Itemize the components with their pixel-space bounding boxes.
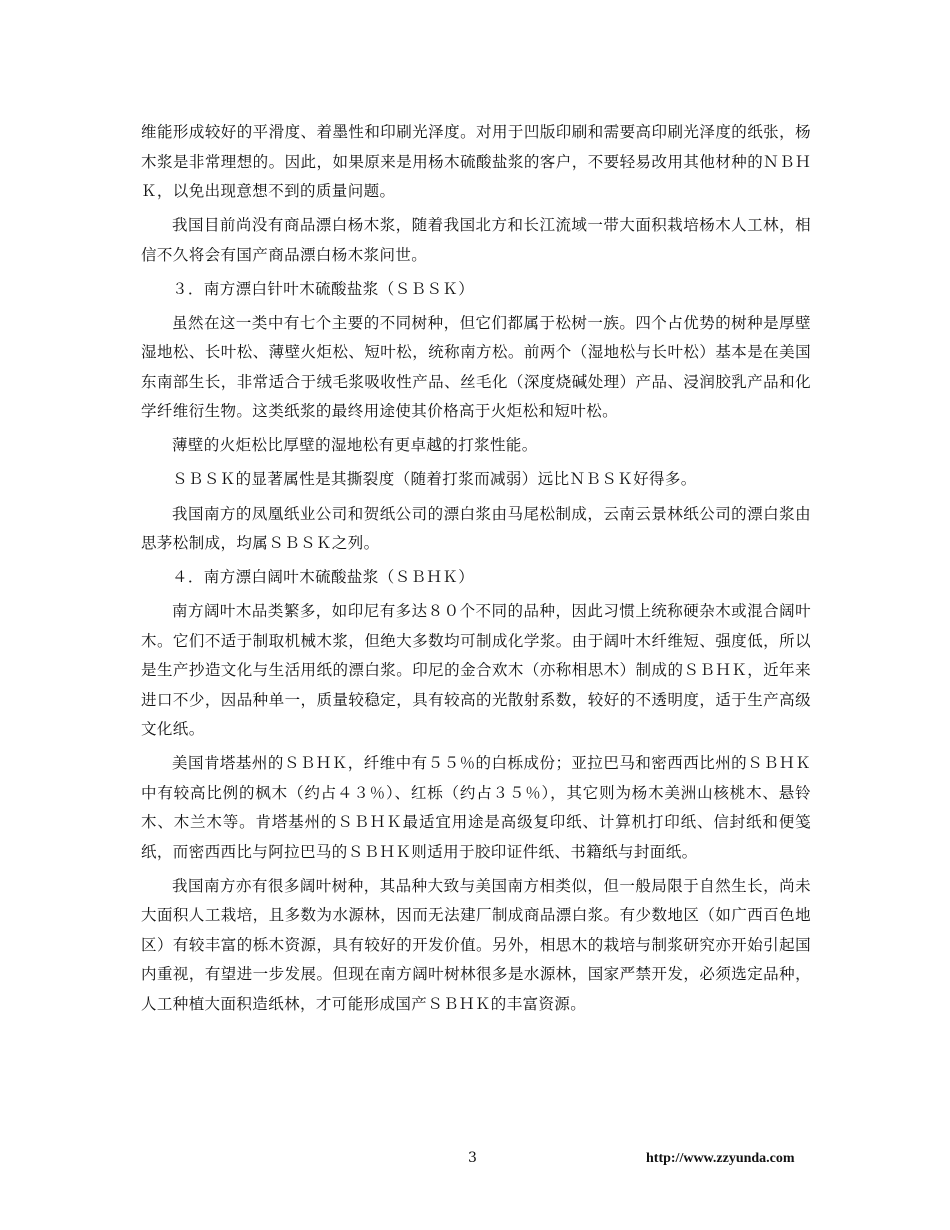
document-body (141, 118, 811, 1019)
section-heading-sbsk: ３．南方漂白针叶木硫酸盐浆（ＳＢＳＫ） (172, 279, 475, 298)
paragraph-sbsk-tear-strength: ＳＢＳＫ的显著属性是其撕裂度（随着打浆而减弱）远比ＮＢＳＫ好得多。 (172, 470, 697, 489)
paragraph-continuation: 维能形成较好的平滑度、着墨性和印刷光泽度。对用于凹版印刷和需要高印刷光泽度的纸张，杨木浆是非常理想的。因此，如果原来是用杨木硫酸盐浆的客户，不要轻易改用其他材种的ＮＢＨＫ，以免出现意想不到的质量问题。 (141, 123, 811, 200)
paragraph-us-sbhk: 美国肯塔基州的ＳＢＨＫ，纤维中有５５％的白栎成份；亚拉巴马和密西西比州的ＳＢＨＫ中有较高比例的枫木（约占４３％）、红栎（约占３５％），其它则为杨木美洲山核桃木、悬铃木、木兰木等。肯塔基州的ＳＢＨＫ最适宜用途是高级复印纸、计算机打印纸、信封纸和便笺纸，而密西西比与阿拉巴马的ＳＢＨＫ则适用于胶印证件纸、书籍纸与封面纸。 (141, 754, 811, 861)
paragraph-loblolly-beating: 薄壁的火炬松比厚壁的湿地松有更卓越的打浆性能。 (172, 436, 538, 455)
paragraph-southern-pine-species: 虽然在这一类中有七个主要的不同树种，但它们都属于松树一族。四个占优势的树种是厚壁湿地松、长叶松、薄壁火炬松、短叶松，统称南方松。前两个（湿地松与长叶松）基本是在美国东南部生长，非常适合于绒毛浆吸收性产品、丝毛化（深度烧碱处理）产品、浸润胶乳产品和化学纤维衍生物。这类纸浆的最终用途使其价格高于火炬松和短叶松。 (141, 313, 811, 421)
footer-url-link[interactable]: http://www.zzyunda.com (646, 1151, 795, 1166)
page-number: 3 (468, 1150, 477, 1166)
section-heading-sbhk: ４．南方漂白阔叶木硫酸盐浆（ＳＢＨＫ） (172, 568, 475, 587)
paragraph-domestic-hardwood: 我国南方亦有很多阔叶树种，其品种大致与美国南方相类似，但一般局限于自然生长，尚未大面积人工栽培，且多数为水源林，因而无法建厂制成商品漂白浆。有少数地区（如广西百色地区）有较丰富的栎木资源，具有较好的开发价值。另外，相思木的栽培与制浆研究亦开始引起国内重视，有望进一步发展。但现在南方阔叶树林很多是水源林，国家严禁开发，必须选定品种，人工种植大面积造纸林，才可能形成国产ＳＢＨＫ的丰富资源。 (141, 876, 811, 1013)
paragraph-southern-hardwood: 南方阔叶木品类繁多，如印尼有多达８０个不同的品种，因此习惯上统称硬杂木或混合阔叶木。它们不适于制取机械木浆，但绝大多数均可制成化学浆。由于阔叶木纤维短、强度低，所以是生产抄造文化与生活用纸的漂白浆。印尼的金合欢木（亦称相思木）制成的ＳＢＨＫ，近年来进口不少，因品种单一，质量较稳定，具有较高的光散射系数，较好的不透明度，适于生产高级文化纸。 (141, 602, 811, 739)
paragraph-domestic-sbsk: 我国南方的凤凰纸业公司和贺纸公司的漂白浆由马尾松制成，云南云景林纸公司的漂白浆由思茅松制成，均属ＳＢＳＫ之列。 (141, 504, 811, 553)
paragraph-poplar-pulp-outlook: 我国目前尚没有商品漂白杨木浆，随着我国北方和长江流域一带大面积栽培杨木人工林，相信不久将会有国产商品漂白杨木浆问世。 (141, 216, 811, 264)
